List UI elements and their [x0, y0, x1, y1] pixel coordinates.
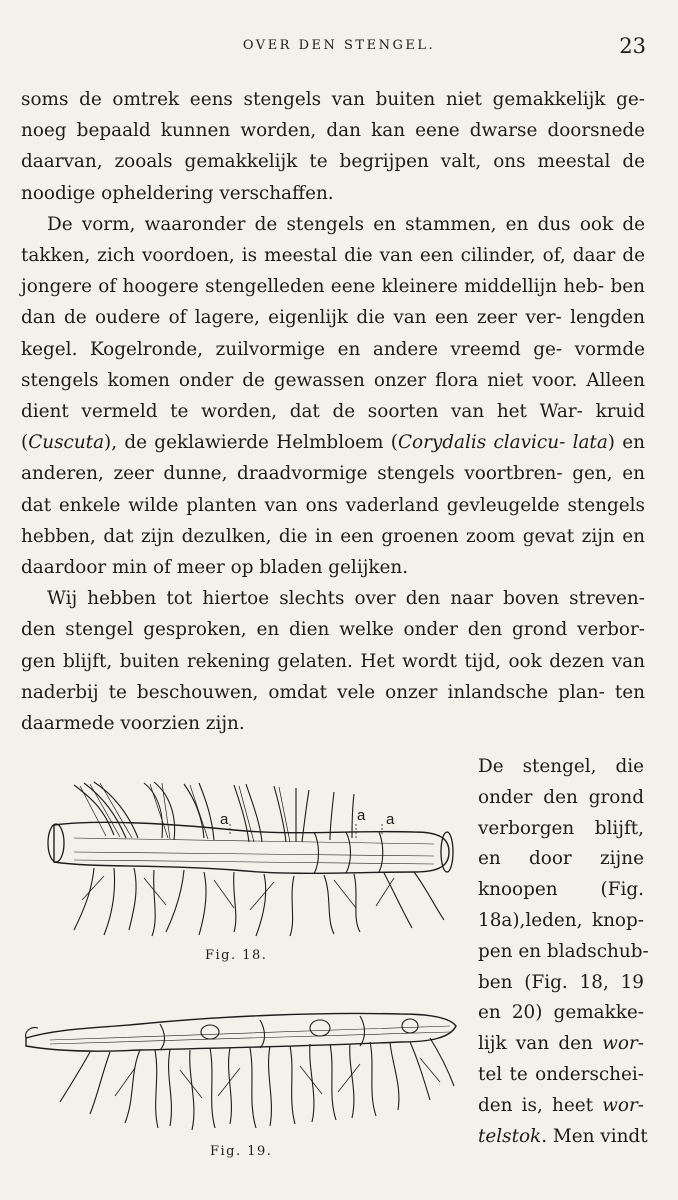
text-line: verborgen blijft, [478, 817, 644, 839]
text-line: gen, en dat enkele wilde planten van ons vaderland gevleugelde [21, 463, 645, 516]
text-line: lengden kegel. Kogelronde, zuilvormige en andere vreemd ge- [21, 307, 646, 360]
text-line: noeg bepaald kunnen worden, dan kan eene dwarse doorsnede [21, 120, 645, 142]
text-line: De vorm, waaronder de stengels en stammen, en dus ook de [47, 213, 645, 235]
text-line: daarvan, zooals gemakkelijk te begrijpen valt, ons meestal de [21, 151, 645, 173]
text-line: en door zijne [478, 848, 644, 870]
text-line: Wij hebben tot hiertoe slechts over den naar boven streven- [47, 588, 645, 610]
text-line: den is, heet wor- [478, 1094, 644, 1116]
text-line: ben dan de oudere of lagere, eigenlijk die van een zeer ver- [21, 276, 645, 329]
side-column-text [478, 752, 649, 1152]
figure-label-a: a [357, 807, 366, 824]
text-line: ten daarmede voorzien zijn. [21, 681, 645, 735]
page-header [0, 34, 678, 62]
text-line: takken, zich voordoen, is meestal die van een cilinder, of, daar [21, 245, 616, 267]
text-line: gen blijft, buiten rekening gelaten. Het wordt tijd, ook dezen [21, 650, 605, 672]
text-line: kruid (Cuscuta), de geklawierde Helmbloem (Corydalis clavicu- [21, 401, 645, 454]
figure-18-caption: Fig. 18. [205, 948, 268, 963]
figure-18-rhizome-illustration [34, 780, 474, 940]
text-line: den stengel gesproken, en dien welke onder den grond verbor- [21, 619, 645, 641]
text-line: en 20) gemakke- [478, 1002, 644, 1024]
text-line: noodige opheldering verschaffen. [21, 182, 334, 204]
running-head: OVER DEN STENGEL. [242, 38, 436, 53]
figure-19-caption: Fig. 19. [210, 1144, 273, 1159]
text-line: vormde stengels komen onder de gewassen onzer flora niet voor. [21, 338, 645, 391]
text-line: pen en bladschub- [478, 940, 649, 962]
paragraph-1 [21, 84, 645, 209]
text-line: lata) en anderen, zeer dunne, draadvormige stengels voortbren- [21, 432, 645, 485]
figure-area [20, 780, 468, 1190]
text-line: de jongere of hoogere stengelleden eene kleinere middellijn heb- [21, 245, 645, 298]
text-line: van naderbij te beschouwen, omdat vele onzer inlandsche plan- [21, 650, 645, 703]
text-line: De stengel, die [478, 756, 644, 777]
text-line: tel te onderschei- [478, 1063, 644, 1085]
figure-19-rhizome-illustration [20, 998, 468, 1138]
text-line: soms de omtrek eens stengels van buiten niet gemakkelijk ge- [21, 89, 645, 110]
body-text [21, 84, 645, 739]
text-line: lijk van den wor- [478, 1033, 644, 1055]
figure-label-a: a [386, 811, 395, 828]
text-line: telstok. Men vindt [478, 1125, 648, 1147]
figure-label-a: a [220, 811, 229, 828]
page-number: 23 [619, 34, 646, 58]
paragraph-3 [21, 583, 645, 739]
text-line: Alleen dient vermeld te worden, dat de soorten van het War- [21, 369, 645, 423]
text-line: 18a),leden, knop- [478, 909, 644, 931]
text-line: gevat zijn en daardoor min of meer op bladen gelijken. [21, 525, 646, 579]
text-line: stengels hebben, dat zijn dezulken, die in een groenen zoom [21, 494, 645, 547]
paragraph-2 [21, 209, 645, 583]
text-line: ben (Fig. 18, 19 [478, 971, 644, 993]
text-line: knoopen (Fig. [478, 879, 644, 901]
text-line: onder den grond [478, 786, 644, 808]
